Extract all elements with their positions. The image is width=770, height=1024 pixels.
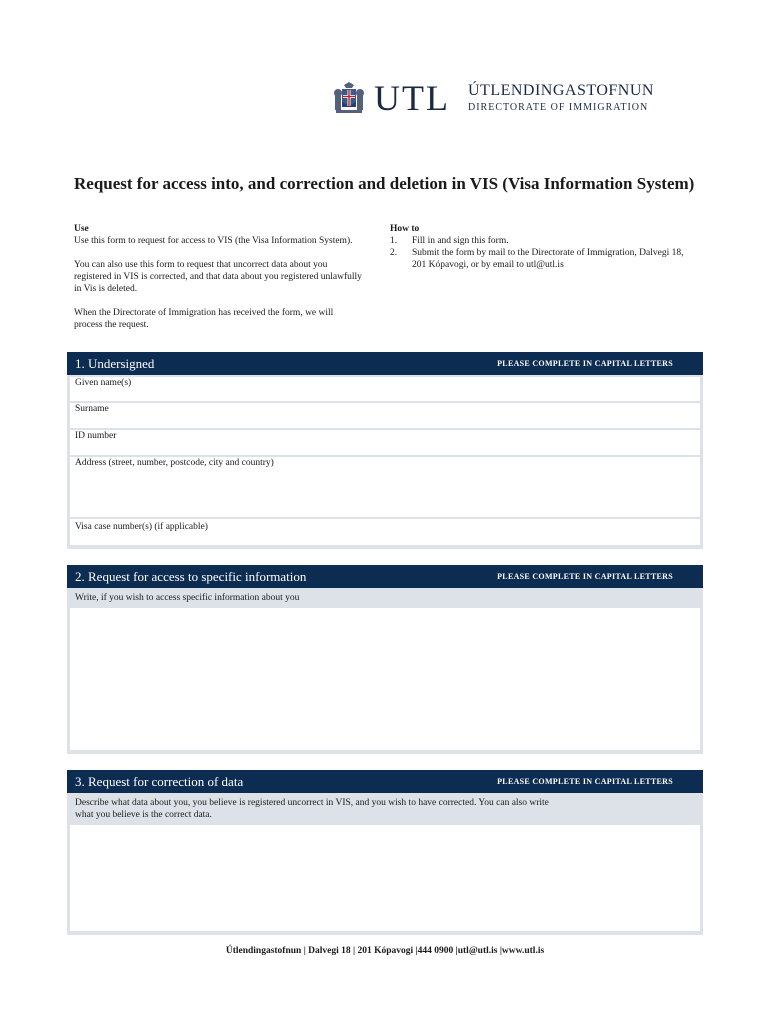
agency-logo [332, 80, 654, 116]
surname-field[interactable] [70, 403, 700, 428]
page-title: Request for access into, and correction and deletion in VIS (Visa Information System) [74, 174, 695, 193]
howto-heading: How to [390, 224, 420, 234]
use-text: Use this form to request for access to VIS (the Visa Information System). [74, 236, 353, 246]
section-undersigned [67, 352, 703, 549]
agency-name-block [468, 83, 654, 113]
section-instruction: Write, if you wish to access specific information about you [67, 588, 703, 608]
use-heading: Use [74, 224, 89, 234]
agency-subtitle: DIRECTORATE OF IMMIGRATION [467, 102, 649, 113]
id-number-field[interactable] [70, 430, 700, 455]
intro-use-column [74, 223, 364, 343]
access-request-textarea[interactable] [70, 608, 700, 750]
intro-howto-column [390, 223, 690, 271]
section-correction-request [67, 770, 703, 935]
howto-step-number: 2. [390, 248, 398, 258]
address-field[interactable] [70, 457, 700, 517]
given-name-field[interactable] [70, 377, 700, 401]
id-number-label: ID number [75, 431, 117, 441]
agency-name: ÚTLENDINGASTOFNUN [467, 82, 654, 99]
section-access-request [67, 565, 703, 754]
capital-letters-note: PLEASE COMPLETE IN CAPITAL LETTERS [497, 572, 673, 581]
section-header [67, 770, 703, 793]
visa-case-label: Visa case number(s) (if applicable) [75, 522, 208, 532]
intro-paragraph-2: You can also use this form to request that uncorrect data about you registered in VIS is corrected, and that data about you registered unlawfully in Vis is deleted. [74, 260, 362, 294]
section-title: 2. Request for access to specific information [75, 568, 307, 584]
logo-wordmark: UTL [374, 78, 450, 118]
capital-letters-note: PLEASE COMPLETE IN CAPITAL LETTERS [497, 359, 673, 368]
section-instruction: Describe what data about you, you believe is registered uncorrect in VIS, and you wish to have corrected. You can also write what you believe is the correct data. [67, 793, 703, 825]
howto-step [390, 235, 690, 247]
howto-list [390, 235, 690, 271]
capital-letters-note: PLEASE COMPLETE IN CAPITAL LETTERS [497, 777, 673, 786]
correction-request-textarea[interactable] [70, 825, 700, 931]
howto-step-text: Fill in and sign this form. [412, 236, 509, 246]
page-footer: Útlendingastofnun | Dalvegi 18 | 201 Kópavogi |444 0900 |utl@utl.is |www.utl.is [225, 946, 545, 956]
given-name-label: Given name(s) [75, 378, 132, 388]
howto-step-number: 1. [390, 236, 398, 246]
howto-step [390, 247, 690, 271]
section-header [67, 565, 703, 588]
surname-label: Surname [75, 404, 109, 414]
address-label: Address (street, number, postcode, city and country) [75, 458, 274, 468]
section-title: 3. Request for correction of data [75, 773, 244, 789]
visa-case-number-field[interactable] [70, 519, 700, 545]
section-header [67, 352, 703, 375]
coat-of-arms-icon [332, 81, 366, 115]
intro-paragraph-3: When the Directorate of Immigration has received the form, we will process the request. [74, 308, 334, 330]
section-title: 1. Undersigned [75, 355, 155, 371]
howto-step-text: Submit the form by mail to the Directorate of Immigration, Dalvegi 18, 201 Kópavogi, or by email to utl@utl.is [412, 248, 684, 270]
